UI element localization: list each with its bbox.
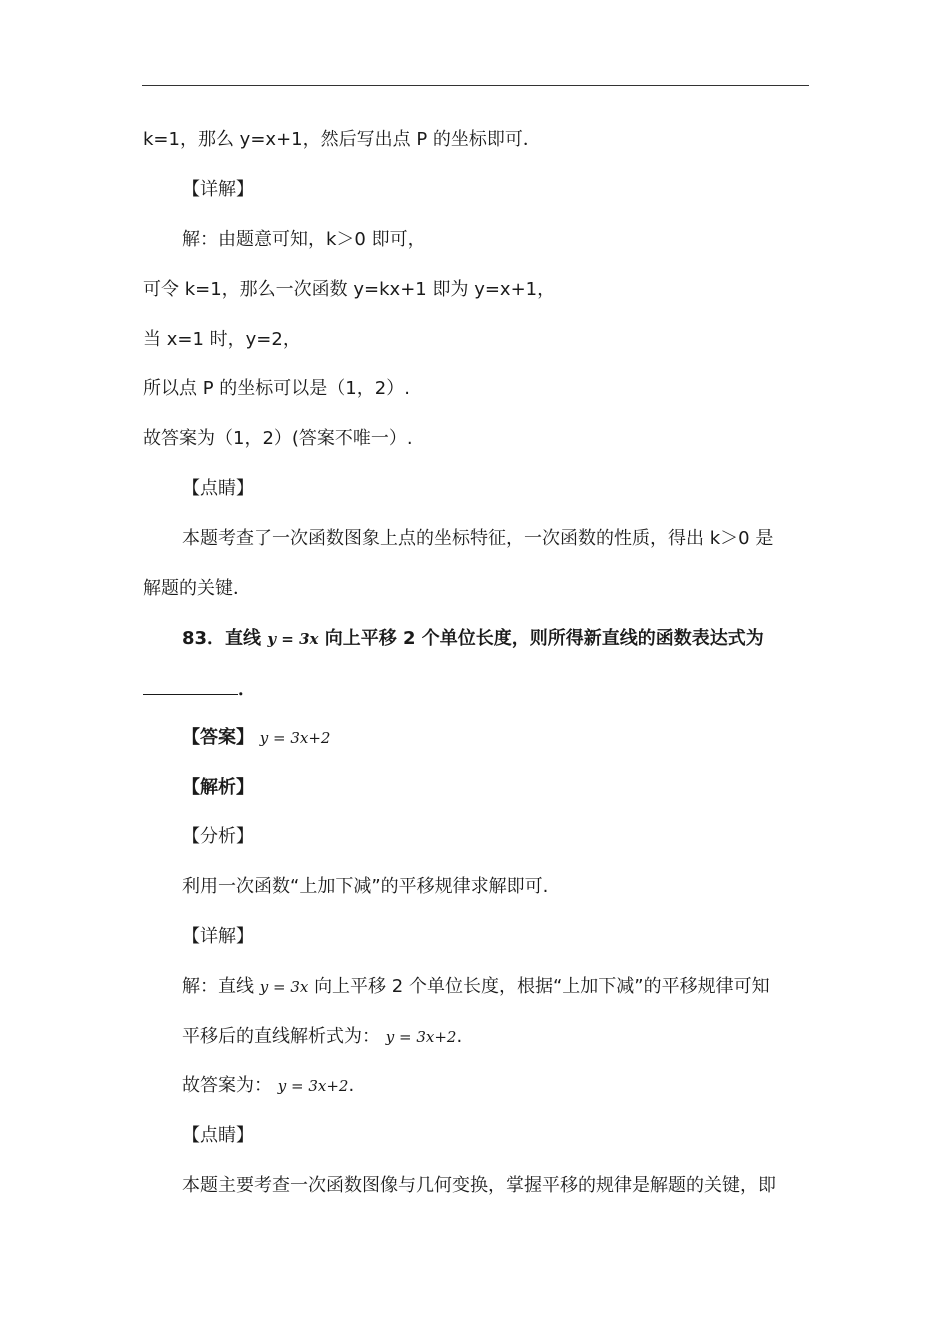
answer-line [182, 725, 850, 751]
header-rule [142, 85, 809, 86]
text-line: 故答案为（1，2）(答案不唯一）. [143, 428, 413, 449]
section-label-dianjing: 【点睛】 [182, 1125, 254, 1146]
text-line: 本题考查了一次函数图象上点的坐标特征，一次函数的性质，得出 k＞0 是 [182, 528, 774, 549]
math-expression: y = 3x+2 [277, 1077, 349, 1095]
text-span: 解：直线 [182, 976, 254, 997]
text-line: k=1，那么 y=x+1，然后写出点 P 的坐标即可． [143, 129, 541, 150]
text-span: 平移后的直线解析式为： [182, 1026, 380, 1047]
text-span: . [456, 1026, 463, 1047]
section-label-analysis: 【解析】 [182, 777, 254, 798]
text-line: 所以点 P 的坐标可以是（1，2）. [143, 378, 410, 399]
section-label-dianjing: 【点睛】 [182, 478, 254, 499]
section-label-detail: 【详解】 [182, 179, 254, 200]
answer-blank-line [143, 676, 811, 703]
answer-label: 【答案】 [182, 727, 254, 748]
math-expression: y = 3x [259, 978, 309, 996]
text-line: 解：由题意可知，k＞0 即可， [182, 229, 426, 250]
text-span: 向上平移 2 个单位长度，根据“上加下减”的平移规律可知 [314, 976, 770, 997]
detail-line-2 [182, 1024, 850, 1050]
text-span: 故答案为： [182, 1075, 272, 1096]
math-expression: y = 3x [267, 630, 319, 648]
text-line: 利用一次函数“上加下减”的平移规律求解即可. [182, 876, 549, 897]
math-expression: y = 3x+2 [385, 1028, 457, 1046]
math-expression: y = 3x+2 [259, 729, 331, 747]
text-line: 本题主要考查一次函数图像与几何变换，掌握平移的规律是解题的关键，即 [182, 1175, 776, 1196]
period: ． [238, 679, 256, 700]
detail-line-1 [182, 974, 850, 1000]
answer-blank [143, 676, 238, 695]
detail-line-3 [182, 1073, 850, 1099]
section-label-detail: 【详解】 [182, 926, 254, 947]
section-label-fenxi: 【分析】 [182, 826, 254, 847]
text-line: 解题的关键． [143, 578, 251, 599]
text-span: . [348, 1075, 355, 1096]
question-number-label: 83．直线 [182, 628, 262, 649]
question-text: 向上平移 2 个单位长度，则所得新直线的函数表达式为 [324, 628, 764, 649]
text-line: 可令 k=1，那么一次函数 y=kx+1 即为 y=x+1， [143, 279, 556, 300]
text-line: 当 x=1 时，y=2， [143, 329, 301, 350]
question-83 [182, 626, 850, 652]
